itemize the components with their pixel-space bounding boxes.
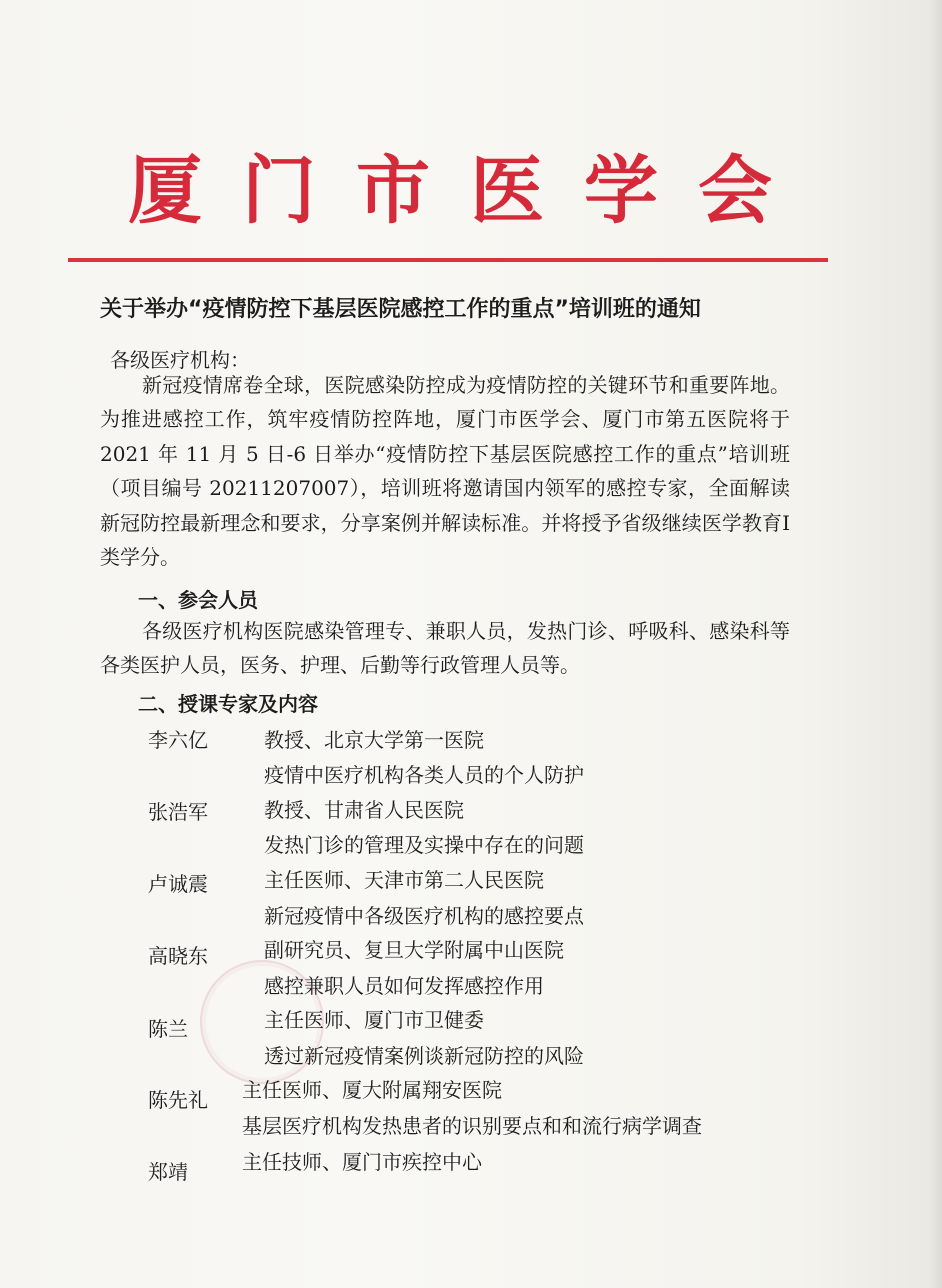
expert-name: 陈兰 bbox=[148, 1017, 188, 1041]
masthead-char: 市 bbox=[356, 148, 430, 234]
expert-title: 教授、甘肃省人民医院 bbox=[264, 798, 464, 822]
attendees-paragraph: 各级医疗机构医院感染管理专、兼职人员，发热门诊、呼吸科、感染科等各类医护人员，医务、护理、后勤等行政管理人员等。 bbox=[100, 619, 790, 678]
notice-title: 关于举办“疫情防控下基层医院感控工作的重点”培训班的通知 bbox=[100, 297, 701, 322]
expert-name: 李六亿 bbox=[148, 728, 208, 752]
masthead bbox=[120, 140, 780, 234]
masthead-char: 门 bbox=[242, 148, 316, 234]
expert-title: 主任医师、厦门市卫健委 bbox=[264, 1008, 484, 1032]
masthead-char: 会 bbox=[698, 148, 772, 234]
expert-title: 教授、北京大学第一医院 bbox=[264, 728, 484, 752]
expert-title: 主任医师、天津市第二人民医院 bbox=[264, 868, 544, 892]
expert-topic: 感控兼职人员如何发挥感控作用 bbox=[264, 974, 544, 998]
red-divider-line bbox=[68, 258, 828, 262]
expert-title: 主任医师、厦大附属翔安医院 bbox=[242, 1078, 502, 1102]
section-heading-experts: 二、授课专家及内容 bbox=[138, 692, 318, 716]
section-heading-attendees: 一、参会人员 bbox=[138, 588, 258, 612]
expert-name: 张浩军 bbox=[148, 800, 208, 824]
masthead-char: 厦 bbox=[128, 148, 202, 234]
masthead-char: 医 bbox=[470, 148, 544, 234]
expert-name: 郑靖 bbox=[148, 1160, 188, 1184]
expert-title: 副研究员、复旦大学附属中山医院 bbox=[264, 938, 564, 962]
expert-topic: 透过新冠疫情案例谈新冠防控的风险 bbox=[264, 1044, 584, 1068]
expert-name: 高晓东 bbox=[148, 944, 208, 968]
expert-topic: 新冠疫情中各级医疗机构的感控要点 bbox=[264, 904, 584, 928]
expert-name: 陈先礼 bbox=[148, 1088, 208, 1112]
expert-topic: 发热门诊的管理及实操中存在的问题 bbox=[264, 833, 584, 857]
page-edge-shadow bbox=[928, 0, 942, 1288]
salutation: 各级医疗机构： bbox=[110, 348, 250, 372]
expert-topic: 疫情中医疗机构各类人员的个人防护 bbox=[264, 763, 584, 787]
expert-topic: 基层医疗机构发热患者的识别要点和和流行病学调查 bbox=[242, 1114, 702, 1138]
expert-title: 主任技师、厦门市疾控中心 bbox=[242, 1150, 482, 1174]
intro-paragraph: 新冠疫情席卷全球，医院感染防控成为疫情防控的关键环节和重要阵地。为推进感控工作，筑牢疫情防控阵地，厦门市医学会、厦门市第五医院将于 2021 年 11 月 5 日-6 日举办“疫情防控下基层医院感控工作的重点”培训班（项目编号 20211207007），培训班将邀请国内领军的感控专家，全面解读新冠防控最新理念和要求，分享案例并解读标准。并将授予省级继续医学教育Ⅰ类学分。 bbox=[100, 373, 790, 570]
expert-name: 卢诚震 bbox=[148, 872, 208, 896]
masthead-char: 学 bbox=[584, 148, 658, 234]
